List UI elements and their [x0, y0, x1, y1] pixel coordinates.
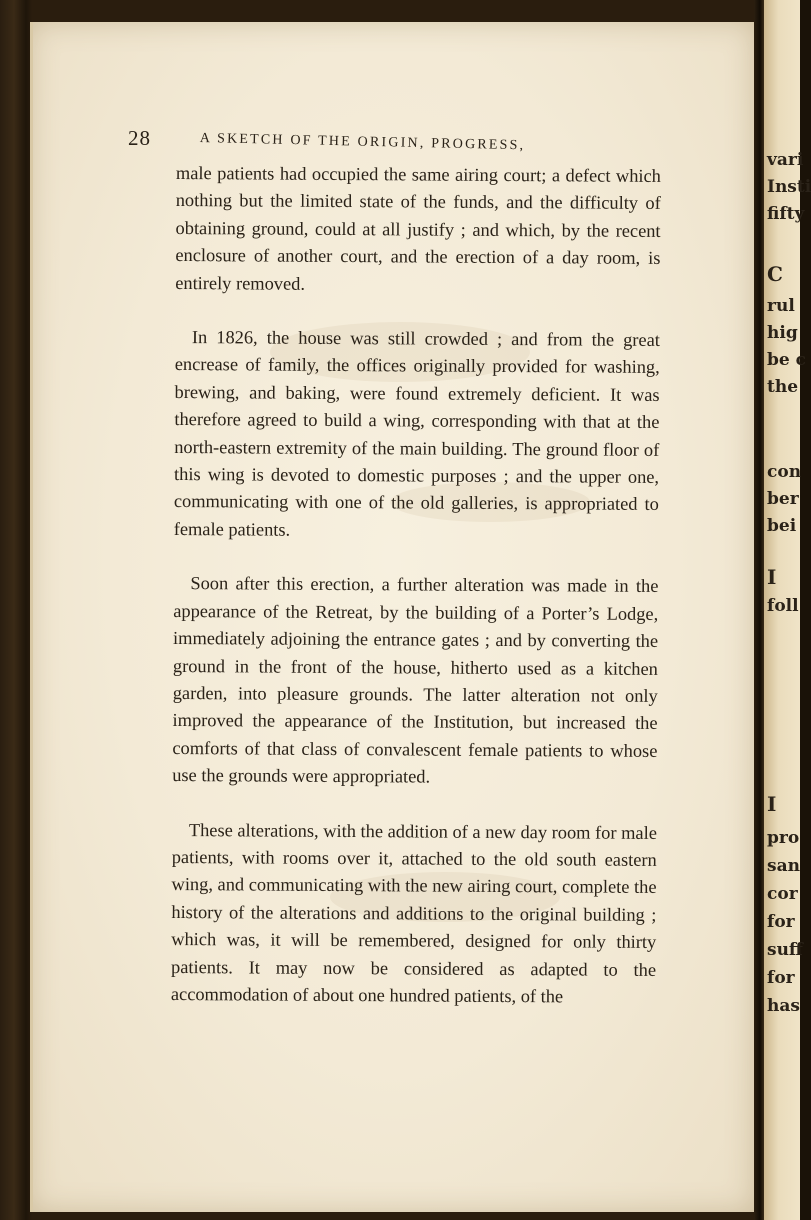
adjacent-fragment: has: [767, 996, 800, 1016]
page-left-edge: [30, 22, 33, 1212]
adjacent-fragment: for: [767, 912, 795, 932]
page-body: [171, 160, 661, 1038]
adjacent-fragment: suff: [767, 940, 803, 960]
adjacent-fragment: I: [767, 565, 777, 589]
adjacent-fragment: I: [767, 792, 777, 816]
adjacent-fragment: foll: [767, 596, 799, 616]
paragraph-4: These alterations, with the addition of a new day room for male patients, with rooms over it, attached to the old south eastern wing, and communicating with the new airing court, complete the history of the alterations and additions to the original building ; which was, it will be remembered, designed for only thirty patients. It may now be considered as adapted to the accommodation of about one hundred patients, of the: [170, 819, 657, 1007]
adjacent-fragment: vari: [767, 150, 804, 170]
adjacent-fragment: rul: [767, 296, 795, 316]
book-gutter: [754, 0, 764, 1220]
adjacent-fragment: san: [767, 856, 800, 876]
paragraph-1: male patients had occupied the same airing court; a defect which nothing but the limited state of the funds, and the difficulty of obtaining ground, could at all justify ; and which, by the recent enclosure of another court, and the erection of a day room, is entirely removed.: [175, 162, 661, 294]
adjacent-fragment: con: [767, 462, 802, 482]
adjacent-fragment: bei: [767, 516, 797, 536]
adjacent-fragment: pro: [767, 828, 800, 848]
adjacent-fragment: ber: [767, 489, 799, 509]
paragraph-3: Soon after this erection, a further alteration was made in the appearance of the Retreat, by the building of a Porter’s Lodge, immediately adjoining the entrance gates ; and by converting the ground in the front of the house, hitherto used as a kitchen garden, into pleasure grounds. The latter alteration not only improved the appearance of the Institution, but increased the comforts of that class of convalescent female patients to whose use the grounds were appropriated.: [172, 573, 659, 787]
adjacent-fragment: cor: [767, 884, 798, 904]
adjacent-fragment: be c: [767, 350, 806, 370]
adjacent-fragment: fifty: [767, 204, 805, 224]
running-title: A SKETCH OF THE ORIGIN, PROGRESS,: [199, 131, 526, 154]
paragraph-2: In 1826, the house was still crowded ; and from the great encrease of family, the offices originally provided for washing, brewing, and baking, were found extremely deficient. It was therefore agreed to build a wing, corresponding with that at the north-eastern extremity of the main building. The ground floor of this wing is devoted to domestic purposes ; and the upper one, communicating with one of the old galleries, is appropriated to female patients.: [173, 327, 660, 540]
adjacent-fragment: for: [767, 968, 795, 988]
adjacent-fragment: the: [767, 377, 799, 397]
adjacent-fragment: Insti: [767, 177, 811, 197]
page-number: 28: [128, 126, 151, 150]
adjacent-fragment: hig: [767, 323, 798, 343]
adjacent-page-strip: [764, 0, 811, 1220]
adjacent-fragment: C: [767, 262, 783, 286]
